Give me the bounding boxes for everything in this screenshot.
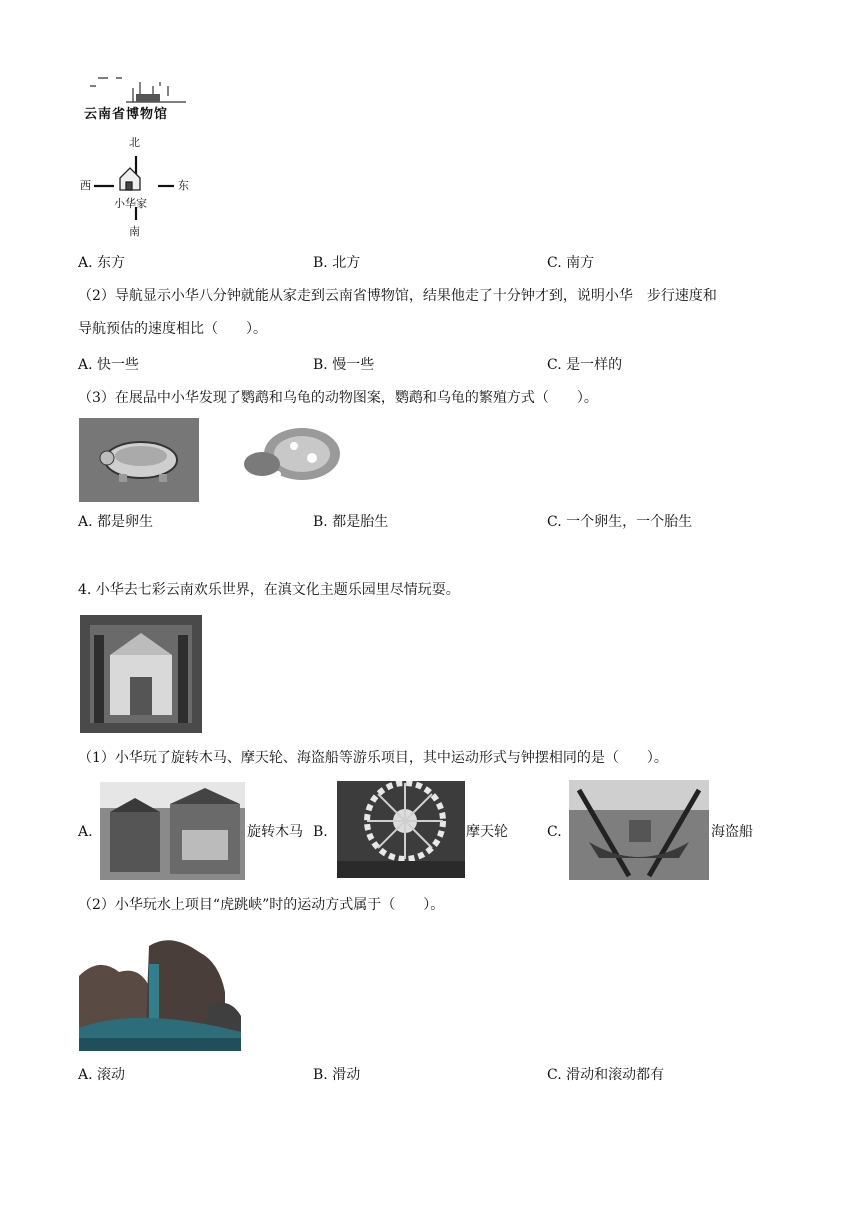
- theme-park-gate-image: [80, 615, 202, 733]
- home-label: 小华家: [114, 197, 147, 210]
- museum-map-figure: [78, 72, 198, 244]
- carousel-image: [100, 782, 245, 880]
- q4-sub1-option-a-letter[interactable]: A.: [78, 824, 93, 840]
- q4-sub1-option-c-letter[interactable]: C.: [547, 824, 562, 840]
- q4-sub1-option-b-letter[interactable]: B.: [313, 824, 328, 840]
- q4-sub2-option-a[interactable]: A. 滚动: [78, 1067, 126, 1083]
- q4-sub1-option-c-label: 海盗船: [711, 824, 753, 840]
- west-label: 西: [80, 179, 91, 192]
- north-label: 北: [129, 136, 140, 149]
- map-drawing: [78, 72, 198, 244]
- q4-intro: 4. 小华去七彩云南欢乐世界，在滇文化主题乐园里尽情玩耍。: [78, 582, 460, 598]
- q4-sub1-option-b-label: 摩天轮: [466, 824, 508, 840]
- q1-option-b[interactable]: B. 北方: [313, 255, 361, 271]
- q3-option-c[interactable]: C. 一个卵生，一个胎生: [547, 514, 693, 530]
- q1-option-c[interactable]: C. 南方: [547, 255, 595, 271]
- q2-text-line2: 导航预估的速度相比（ ）。: [78, 321, 267, 337]
- q2-option-a[interactable]: A. 快一些: [78, 357, 140, 373]
- tiger-leap-gorge-ride-image: [79, 936, 241, 1051]
- q2-option-b[interactable]: B. 慢一些: [313, 357, 375, 373]
- ferris-wheel-image: [337, 781, 465, 878]
- south-label: 南: [129, 225, 140, 238]
- q2-text-line1: （2）导航显示小华八分钟就能从家走到云南省博物馆，结果他走了十分钟才到，说明小华 步行速度和: [78, 288, 717, 304]
- museum-label: 云南省博物馆: [84, 107, 169, 122]
- q1-option-a[interactable]: A. 东方: [78, 255, 126, 271]
- q2-option-c[interactable]: C. 是一样的: [547, 357, 623, 373]
- pirate-ship-image: [569, 780, 709, 880]
- parrot-turtle-pattern-image: [238, 424, 342, 490]
- q3-option-b[interactable]: B. 都是胎生: [313, 514, 389, 530]
- q4-sub1-option-a-label: 旋转木马: [247, 824, 303, 840]
- turtle-artifact-image: [79, 418, 199, 502]
- q3-option-a[interactable]: A. 都是卵生: [78, 514, 154, 530]
- q4-sub2-option-c[interactable]: C. 滑动和滚动都有: [547, 1067, 665, 1083]
- q3-text: （3）在展品中小华发现了鹦鹉和乌龟的动物图案，鹦鹉和乌龟的繁殖方式（ ）。: [78, 390, 598, 406]
- q4-sub1-text: （1）小华玩了旋转木马、摩天轮、海盗船等游乐项目，其中运动形式与钟摆相同的是（ ）。: [78, 750, 668, 766]
- east-label: 东: [178, 179, 189, 192]
- q4-sub2-option-b[interactable]: B. 滑动: [313, 1067, 361, 1083]
- q4-sub2-text: （2）小华玩水上项目“虎跳峡”时的运动方式属于（ ）。: [78, 897, 445, 913]
